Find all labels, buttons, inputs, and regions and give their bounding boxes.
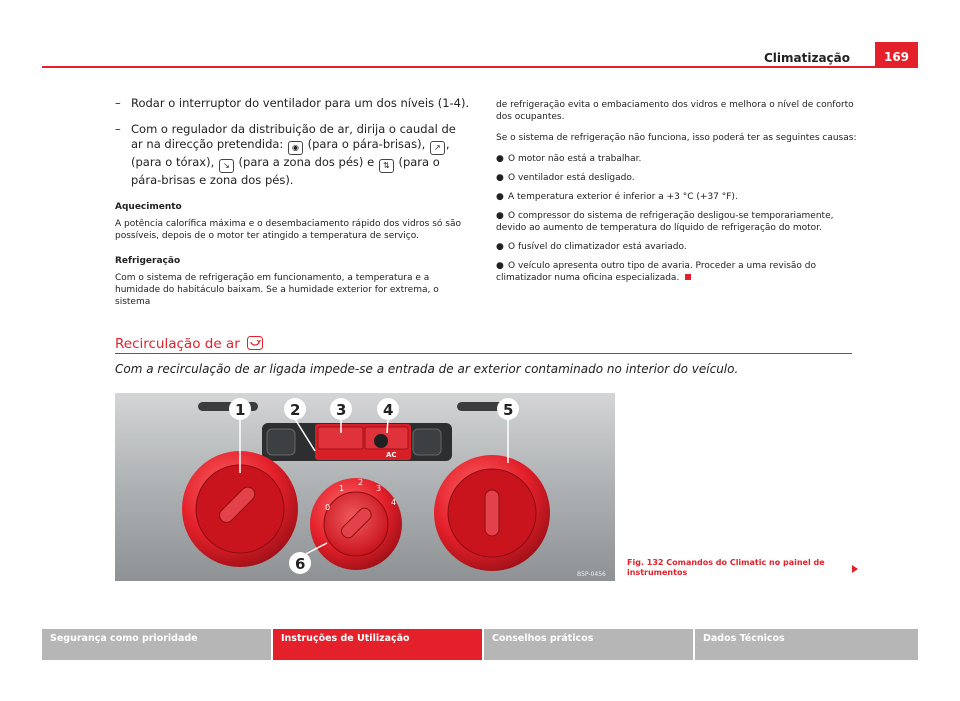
recirculation-icon: [247, 336, 263, 350]
list-item-text: O ventilador está desligado.: [508, 173, 635, 183]
page-number: 169: [875, 42, 918, 68]
cooling-text: Com o sistema de refrigeração em funcionamento, a temperatura e a humidade do habitáculo baixam. Se a humidade exterior for extrema, o sistema: [115, 273, 439, 307]
step-text: (para a zona dos pés) e: [238, 155, 375, 169]
section-rule: [115, 353, 852, 354]
figure-caption: Fig. 132 Comandos do Climatic no painel de instrumentos: [627, 558, 825, 577]
figure-code: B5P-0456: [577, 571, 606, 578]
windscreen-icon: ◉: [288, 141, 303, 155]
nav-tab-tips[interactable]: Conselhos práticos: [484, 629, 693, 660]
step-text: Rodar o interruptor do ventilador para um dos níveis (1-4).: [131, 96, 470, 110]
step-text: (para o pára-brisas),: [307, 137, 426, 151]
section-title: [115, 336, 263, 352]
fan-scale-label: 2: [358, 478, 364, 487]
end-of-section-marker: [685, 274, 691, 280]
right-column: [496, 99, 861, 291]
fan-scale-label: 0: [325, 503, 331, 512]
windscreen-footwell-icon: ⇅: [379, 159, 394, 173]
step-text: Com o regulador da distribuição de ar, dirija o caudal de ar na direcção pretendida:: [131, 122, 456, 151]
bullet-dot: ●: [496, 192, 504, 202]
running-header: Climatização: [763, 51, 850, 65]
list-item-text: A temperatura exterior é inferior a +3 °C (+37 °F).: [508, 192, 738, 202]
fan-scale-label: 3: [376, 484, 382, 493]
ac-label: AC: [386, 451, 397, 459]
footwell-airflow-icon: ↘: [219, 159, 234, 173]
section-title-text: Recirculação de ar: [115, 336, 240, 352]
step-text: (para o pára-brisas e zona dos pés).: [131, 155, 440, 187]
climatic-controls-figure: [115, 393, 615, 581]
fan-scale-label: 4: [391, 498, 397, 507]
nav-tab-instructions[interactable]: Instruções de Utilização: [273, 629, 482, 660]
callout-number: 2: [290, 401, 301, 419]
header-rule: [42, 66, 918, 68]
list-item: [496, 172, 861, 184]
heating-text: A potência calorífica máxima e o desembaciamento rápido dos vidros só são possíveis, depois de o motor ter atingido a temperatura de serviço.: [115, 219, 461, 241]
section-intro: Com a recirculação de ar ligada impede-se a entrada de ar exterior contaminado no interior do veículo.: [115, 362, 739, 376]
bullet-dot: ●: [496, 261, 504, 271]
list-item: [496, 153, 861, 165]
callout-number: 1: [235, 401, 246, 419]
callout-number: 6: [295, 555, 306, 573]
left-column: [115, 96, 470, 308]
list-item-text: O fusível do climatizador está avariado.: [508, 242, 687, 252]
bullet-dot: ●: [496, 242, 504, 252]
callout-number: 3: [336, 401, 347, 419]
bullet-dot: ●: [496, 173, 504, 183]
chest-airflow-icon: ↗: [430, 141, 445, 155]
continue-arrow-icon: [852, 565, 858, 573]
cooling-heading: Refrigeração: [115, 256, 181, 266]
instruction-step: [115, 96, 470, 111]
callout-number: 5: [503, 401, 514, 419]
cooling-continued: de refrigeração evita o embaciamento dos vidros e melhora o nível de conforto dos ocupantes.: [496, 100, 854, 122]
list-item: [496, 260, 861, 284]
nav-tab-technical-data[interactable]: Dados Técnicos: [695, 629, 918, 660]
fan-scale-label: 1: [339, 484, 345, 493]
list-item-text: O motor não está a trabalhar.: [508, 154, 642, 164]
bullet-dot: ●: [496, 154, 504, 164]
nav-tab-safety[interactable]: Segurança como prioridade: [42, 629, 271, 660]
list-item-text: O compressor do sistema de refrigeração desligou-se temporariamente, devido ao aumento de temperatura do líquido de refrigeração do motor.: [496, 211, 834, 233]
instruction-step: [115, 122, 470, 188]
knob-grip: [485, 490, 499, 536]
list-item: [496, 241, 861, 253]
heating-heading: Aquecimento: [115, 202, 182, 212]
bullet-dot: ●: [496, 211, 504, 221]
list-item-text: O veículo apresenta outro tipo de avaria. Proceder a uma revisão do climatizador numa oficina especializada.: [496, 261, 817, 283]
list-item: [496, 210, 861, 234]
failure-causes-intro: Se o sistema de refrigeração não funciona, isso poderá ter as seguintes causas:: [496, 133, 857, 143]
list-item: [496, 191, 861, 203]
right-slider-button[interactable]: [413, 429, 441, 455]
callout-number: 4: [383, 401, 394, 419]
ac-button[interactable]: [374, 434, 388, 448]
step-text: , (para o tórax),: [131, 137, 450, 169]
left-slider-button[interactable]: [267, 429, 295, 455]
